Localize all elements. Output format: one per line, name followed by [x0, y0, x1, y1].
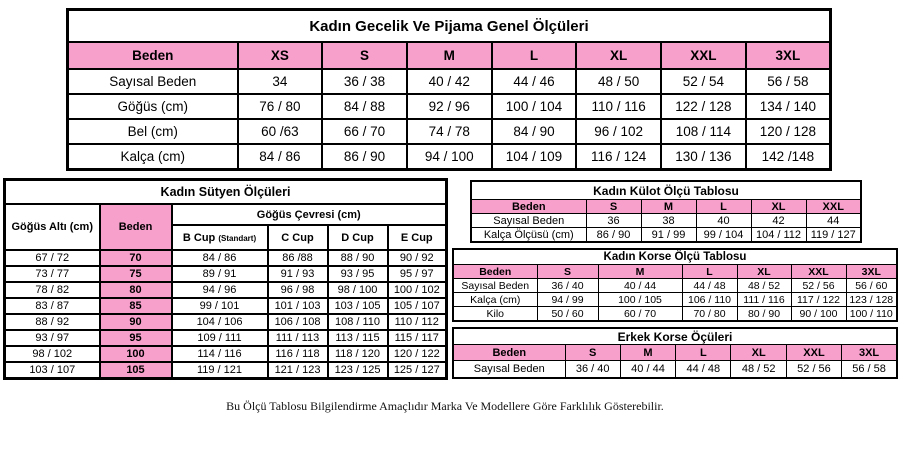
value-cell: 80 [100, 282, 172, 298]
value-cell: 95 [100, 330, 172, 346]
value-cell: 94 / 100 [407, 144, 492, 170]
value-cell: 91 / 93 [268, 266, 328, 282]
header-cell: XXL [661, 42, 746, 69]
value-cell: 36 / 38 [322, 69, 407, 94]
value-cell: 115 / 117 [388, 330, 447, 346]
men-corset-table-title: Erkek Korse Öçüleri [453, 328, 897, 345]
value-cell: 117 / 122 [791, 293, 846, 307]
value-cell: 48 / 52 [737, 279, 791, 293]
value-cell: 88 / 90 [328, 250, 388, 266]
value-cell: 119 / 127 [806, 228, 861, 243]
table-row [68, 144, 831, 170]
table-header-row [5, 204, 447, 225]
table-row [471, 228, 861, 243]
table-row [5, 314, 447, 330]
value-cell: 123 / 125 [328, 362, 388, 379]
table-title-row [68, 10, 831, 43]
value-cell: 113 / 115 [328, 330, 388, 346]
value-cell: 116 / 124 [576, 144, 661, 170]
header-cell: 3XL [846, 265, 897, 279]
value-cell: 120 / 128 [746, 119, 831, 144]
value-cell: 90 / 100 [791, 307, 846, 322]
header-cell-cup-d: D Cup [328, 225, 388, 250]
value-cell: 48 / 50 [576, 69, 661, 94]
value-cell: 101 / 103 [268, 298, 328, 314]
value-cell: 106 / 108 [268, 314, 328, 330]
value-cell: 99 / 101 [172, 298, 268, 314]
header-cell: XXL [791, 265, 846, 279]
table-row [68, 94, 831, 119]
panty-size-table [470, 180, 862, 243]
header-cell: XL [731, 345, 786, 361]
value-cell: 56 / 58 [842, 361, 897, 379]
value-cell: 86 / 90 [322, 144, 407, 170]
value-cell: 105 / 107 [388, 298, 447, 314]
value-cell: 110 / 112 [388, 314, 447, 330]
value-cell: 42 [751, 214, 806, 228]
value-cell: 74 / 78 [407, 119, 492, 144]
value-cell: 94 / 96 [172, 282, 268, 298]
value-cell: 106 / 110 [682, 293, 737, 307]
pajama-size-table-section [66, 8, 832, 171]
table-row [5, 282, 447, 298]
value-cell: 52 / 56 [791, 279, 846, 293]
value-cell: 44 [806, 214, 861, 228]
value-cell: 100 / 105 [598, 293, 682, 307]
women-corset-table-title: Kadın Korse Ölçü Tablosu [453, 249, 897, 265]
value-cell: 76 / 80 [238, 94, 323, 119]
pajama-table-title: Kadın Gecelik Ve Pijama Genel Ölçüleri [68, 10, 831, 43]
value-cell: 142 /148 [746, 144, 831, 170]
row-label-cell: Sayısal Beden [453, 361, 565, 379]
table-row [5, 346, 447, 362]
value-cell: 85 [100, 298, 172, 314]
value-cell: 70 [100, 250, 172, 266]
table-row [68, 119, 831, 144]
header-cell: XL [737, 265, 791, 279]
panty-table-title: Kadın Külot Ölçü Tablosu [471, 181, 861, 200]
value-cell: 40 / 44 [598, 279, 682, 293]
header-cell: S [322, 42, 407, 69]
pajama-size-table [66, 8, 832, 171]
header-cell: M [598, 265, 682, 279]
header-cell-cup-c: C Cup [268, 225, 328, 250]
header-cell: S [586, 200, 641, 214]
value-cell: 122 / 128 [661, 94, 746, 119]
table-row [5, 330, 447, 346]
value-cell: 50 / 60 [537, 307, 598, 322]
value-cell: 60 /63 [238, 119, 323, 144]
value-cell: 56 / 60 [846, 279, 897, 293]
row-label-cell: 73 / 77 [5, 266, 100, 282]
value-cell: 38 [641, 214, 696, 228]
value-cell: 98 / 100 [328, 282, 388, 298]
header-cell-underbust: Göğüs Altı (cm) [5, 204, 100, 250]
value-cell: 36 [586, 214, 641, 228]
value-cell: 109 / 111 [172, 330, 268, 346]
value-cell: 84 / 86 [172, 250, 268, 266]
header-cell: 3XL [746, 42, 831, 69]
value-cell: 86 /88 [268, 250, 328, 266]
header-cell: S [537, 265, 598, 279]
header-cell: XXL [806, 200, 861, 214]
table-header-row [453, 265, 897, 279]
disclaimer-text: Bu Ölçü Tablosu Bilgilendirme Amaçlıdır Marka Ve Modellere Göre Farklılık Gösterebilir. [226, 399, 664, 413]
value-cell: 40 [696, 214, 751, 228]
table-row [5, 250, 447, 266]
header-cell: L [696, 200, 751, 214]
value-cell: 48 / 52 [731, 361, 786, 379]
value-cell: 44 / 46 [492, 69, 577, 94]
bra-size-table-section [3, 178, 448, 380]
value-cell: 36 / 40 [565, 361, 620, 379]
header-cell: L [682, 265, 737, 279]
table-row [5, 362, 447, 379]
header-cell-cup-e: E Cup [388, 225, 447, 250]
value-cell: 36 / 40 [537, 279, 598, 293]
value-cell: 108 / 114 [661, 119, 746, 144]
table-title-row [453, 249, 897, 265]
women-corset-table-section [452, 248, 898, 322]
row-label-cell: 98 / 102 [5, 346, 100, 362]
table-row [453, 361, 897, 379]
header-cell: XXL [786, 345, 841, 361]
table-row [453, 293, 897, 307]
value-cell: 130 / 136 [661, 144, 746, 170]
header-cell: Beden [453, 345, 565, 361]
value-cell: 114 / 116 [172, 346, 268, 362]
header-cell: Beden [471, 200, 586, 214]
row-label-cell: 88 / 92 [5, 314, 100, 330]
value-cell: 119 / 121 [172, 362, 268, 379]
value-cell: 111 / 116 [737, 293, 791, 307]
header-cell: Beden [453, 265, 537, 279]
value-cell: 123 / 128 [846, 293, 897, 307]
header-cell: XL [576, 42, 661, 69]
table-header-row [68, 42, 831, 69]
value-cell: 108 / 110 [328, 314, 388, 330]
value-cell: 75 [100, 266, 172, 282]
bra-table-title: Kadın Sütyen Ölçüleri [5, 180, 447, 205]
table-header-row [453, 345, 897, 361]
table-row [453, 279, 897, 293]
value-cell: 52 / 54 [661, 69, 746, 94]
table-row [453, 307, 897, 322]
value-cell: 60 / 70 [598, 307, 682, 322]
value-cell: 104 / 109 [492, 144, 577, 170]
value-cell: 80 / 90 [737, 307, 791, 322]
value-cell: 96 / 102 [576, 119, 661, 144]
row-label-cell: 78 / 82 [5, 282, 100, 298]
table-row [471, 214, 861, 228]
table-row [5, 298, 447, 314]
header-cell: M [620, 345, 675, 361]
row-label-cell: Sayısal Beden [68, 69, 238, 94]
value-cell: 111 / 113 [268, 330, 328, 346]
men-corset-table [452, 327, 898, 379]
men-corset-table-section [452, 327, 898, 379]
value-cell: 96 / 98 [268, 282, 328, 298]
header-cell: M [641, 200, 696, 214]
header-cell: S [565, 345, 620, 361]
header-cell: Beden [68, 42, 238, 69]
value-cell: 94 / 99 [537, 293, 598, 307]
value-cell: 70 / 80 [682, 307, 737, 322]
value-cell: 56 / 58 [746, 69, 831, 94]
value-cell: 34 [238, 69, 323, 94]
value-cell: 90 [100, 314, 172, 330]
value-cell: 90 / 92 [388, 250, 447, 266]
value-cell: 100 / 110 [846, 307, 897, 322]
row-label-cell: 93 / 97 [5, 330, 100, 346]
cup-b-note: (Standart) [218, 233, 257, 243]
row-label-cell: Sayısal Beden [471, 214, 586, 228]
row-label-cell: 67 / 72 [5, 250, 100, 266]
value-cell: 44 / 48 [682, 279, 737, 293]
table-title-row [453, 328, 897, 345]
header-cell: XS [238, 42, 323, 69]
value-cell: 89 / 91 [172, 266, 268, 282]
value-cell: 95 / 97 [388, 266, 447, 282]
row-label-cell: 103 / 107 [5, 362, 100, 379]
value-cell: 125 / 127 [388, 362, 447, 379]
table-row [68, 69, 831, 94]
value-cell: 121 / 123 [268, 362, 328, 379]
row-label-cell: 83 / 87 [5, 298, 100, 314]
value-cell: 100 / 104 [492, 94, 577, 119]
value-cell: 44 / 48 [676, 361, 731, 379]
header-cell: M [407, 42, 492, 69]
row-label-cell: Sayısal Beden [453, 279, 537, 293]
table-title-row [471, 181, 861, 200]
header-cell: L [676, 345, 731, 361]
value-cell: 118 / 120 [328, 346, 388, 362]
value-cell: 52 / 56 [786, 361, 841, 379]
value-cell: 110 / 116 [576, 94, 661, 119]
header-cell: 3XL [842, 345, 897, 361]
value-cell: 104 / 112 [751, 228, 806, 243]
header-cell-cup-b [172, 225, 268, 250]
header-cell-size: Beden [100, 204, 172, 250]
value-cell: 91 / 99 [641, 228, 696, 243]
value-cell: 40 / 44 [620, 361, 675, 379]
table-row [5, 266, 447, 282]
value-cell: 84 / 90 [492, 119, 577, 144]
row-label-cell: Kalça (cm) [68, 144, 238, 170]
row-label-cell: Göğüs (cm) [68, 94, 238, 119]
table-header-row [471, 200, 861, 214]
panty-size-table-section [470, 180, 862, 243]
value-cell: 86 / 90 [586, 228, 641, 243]
bra-size-table [3, 178, 448, 380]
value-cell: 92 / 96 [407, 94, 492, 119]
table-title-row [5, 180, 447, 205]
row-label-cell: Kalça Ölçüsü (cm) [471, 228, 586, 243]
value-cell: 93 / 95 [328, 266, 388, 282]
cup-b-label: B Cup [182, 231, 216, 244]
value-cell: 84 / 86 [238, 144, 323, 170]
header-cell-bust-group: Göğüs Çevresi (cm) [172, 204, 447, 225]
value-cell: 134 / 140 [746, 94, 831, 119]
value-cell: 103 / 105 [328, 298, 388, 314]
value-cell: 100 [100, 346, 172, 362]
value-cell: 66 / 70 [322, 119, 407, 144]
header-cell: L [492, 42, 577, 69]
row-label-cell: Bel (cm) [68, 119, 238, 144]
value-cell: 99 / 104 [696, 228, 751, 243]
value-cell: 100 / 102 [388, 282, 447, 298]
value-cell: 40 / 42 [407, 69, 492, 94]
header-cell: XL [751, 200, 806, 214]
value-cell: 84 / 88 [322, 94, 407, 119]
value-cell: 116 / 118 [268, 346, 328, 362]
row-label-cell: Kilo [453, 307, 537, 322]
value-cell: 105 [100, 362, 172, 379]
row-label-cell: Kalça (cm) [453, 293, 537, 307]
women-corset-table [452, 248, 898, 322]
value-cell: 104 / 106 [172, 314, 268, 330]
value-cell: 120 / 122 [388, 346, 447, 362]
